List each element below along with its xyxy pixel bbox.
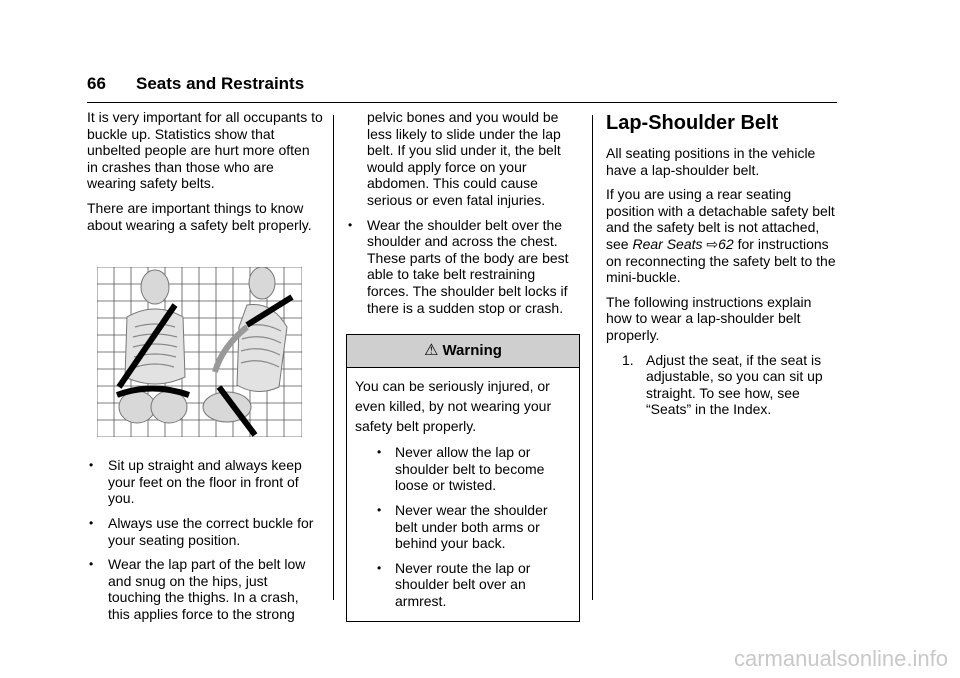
warning-bullet-list [355, 444, 571, 609]
page-number: 66 [87, 74, 106, 93]
reference-arrow-icon: ⇨ [706, 235, 719, 252]
list-item: • Never allow the lap or shoulder belt to become loose or twisted. [355, 444, 571, 494]
section-title: Seats and Restraints [136, 74, 305, 93]
paragraph: The following instructions explain how to wear a lap-shoulder belt properly. [606, 293, 812, 343]
paragraph-text: If you are using a rear seating position with a detachable safety belt and the safety belt is not attached, see [606, 186, 835, 252]
bullet-list [87, 457, 323, 622]
paragraph-continuation: pelvic bones and you would be less likely to slide under the lap belt. If you slid under it, the belt would apply force on your abdomen. This could cause serious or even fatal injuries. [367, 109, 561, 208]
column-2 [346, 109, 580, 622]
numbered-steps [606, 352, 838, 418]
column-1 [87, 109, 323, 631]
cross-reference-page[interactable]: 62 [718, 235, 734, 252]
list-item: • Never route the lap or shoulder belt over an armrest. [355, 560, 571, 610]
list-item: • Wear the lap part of the belt low and snug on the hips, just touching the thighs. In a crash, this applies force to the strong [87, 556, 323, 622]
watermark: carmanualsonline.info [733, 646, 948, 671]
column-divider [592, 115, 593, 600]
column-3 [606, 109, 838, 426]
warning-icon: ⚠ [424, 341, 439, 359]
bullet-list [346, 217, 580, 317]
paragraph: It is very important for all occupants to buckle up. Statistics show that unbelted people are hurt more often in crashes than those who are wearing safety belts. [87, 109, 323, 192]
warning-intro: You can be seriously injured, or even killed, by not wearing your safety belt properly. [355, 378, 552, 435]
list-item: • Wear the shoulder belt over the shoulder and across the chest. These parts of the body are best able to take belt restraining forces. The shoulder belt locks if there is a sudden stop or crash. [346, 217, 580, 317]
section-heading: Lap-Shoulder Belt [606, 112, 779, 134]
list-item: • Sit up straight and always keep your feet on the floor in front of you. [87, 457, 323, 507]
page-header [87, 72, 837, 103]
paragraph: All seating positions in the vehicle have a lap-shoulder belt. [606, 145, 816, 178]
list-item: • Never wear the shoulder belt under both arms or behind your back. [355, 502, 571, 552]
step-text: Adjust the seat, if the seat is adjustable, so you can sit up straight. To see how, see “Seats” in the Index. [646, 351, 823, 418]
warning-header [347, 335, 579, 368]
list-item: • Always use the correct buckle for your seating position. [87, 515, 323, 548]
seatbelt-posture-illustration [97, 267, 302, 437]
warning-body [347, 368, 579, 621]
cross-reference-link[interactable]: Rear Seats [632, 235, 703, 252]
paragraph-text: for instructions on reconnecting the safety belt to the mini-buckle. [606, 235, 836, 286]
step-item [606, 352, 838, 418]
step-number: 1. [622, 351, 634, 368]
seatbelt-illustration-svg [97, 267, 302, 437]
warning-title: Warning [442, 341, 502, 359]
paragraph: There are important things to know about wearing a safety belt properly. [87, 199, 312, 233]
column-divider [333, 115, 334, 600]
paragraph-with-reference [606, 186, 838, 286]
warning-box [346, 334, 580, 622]
